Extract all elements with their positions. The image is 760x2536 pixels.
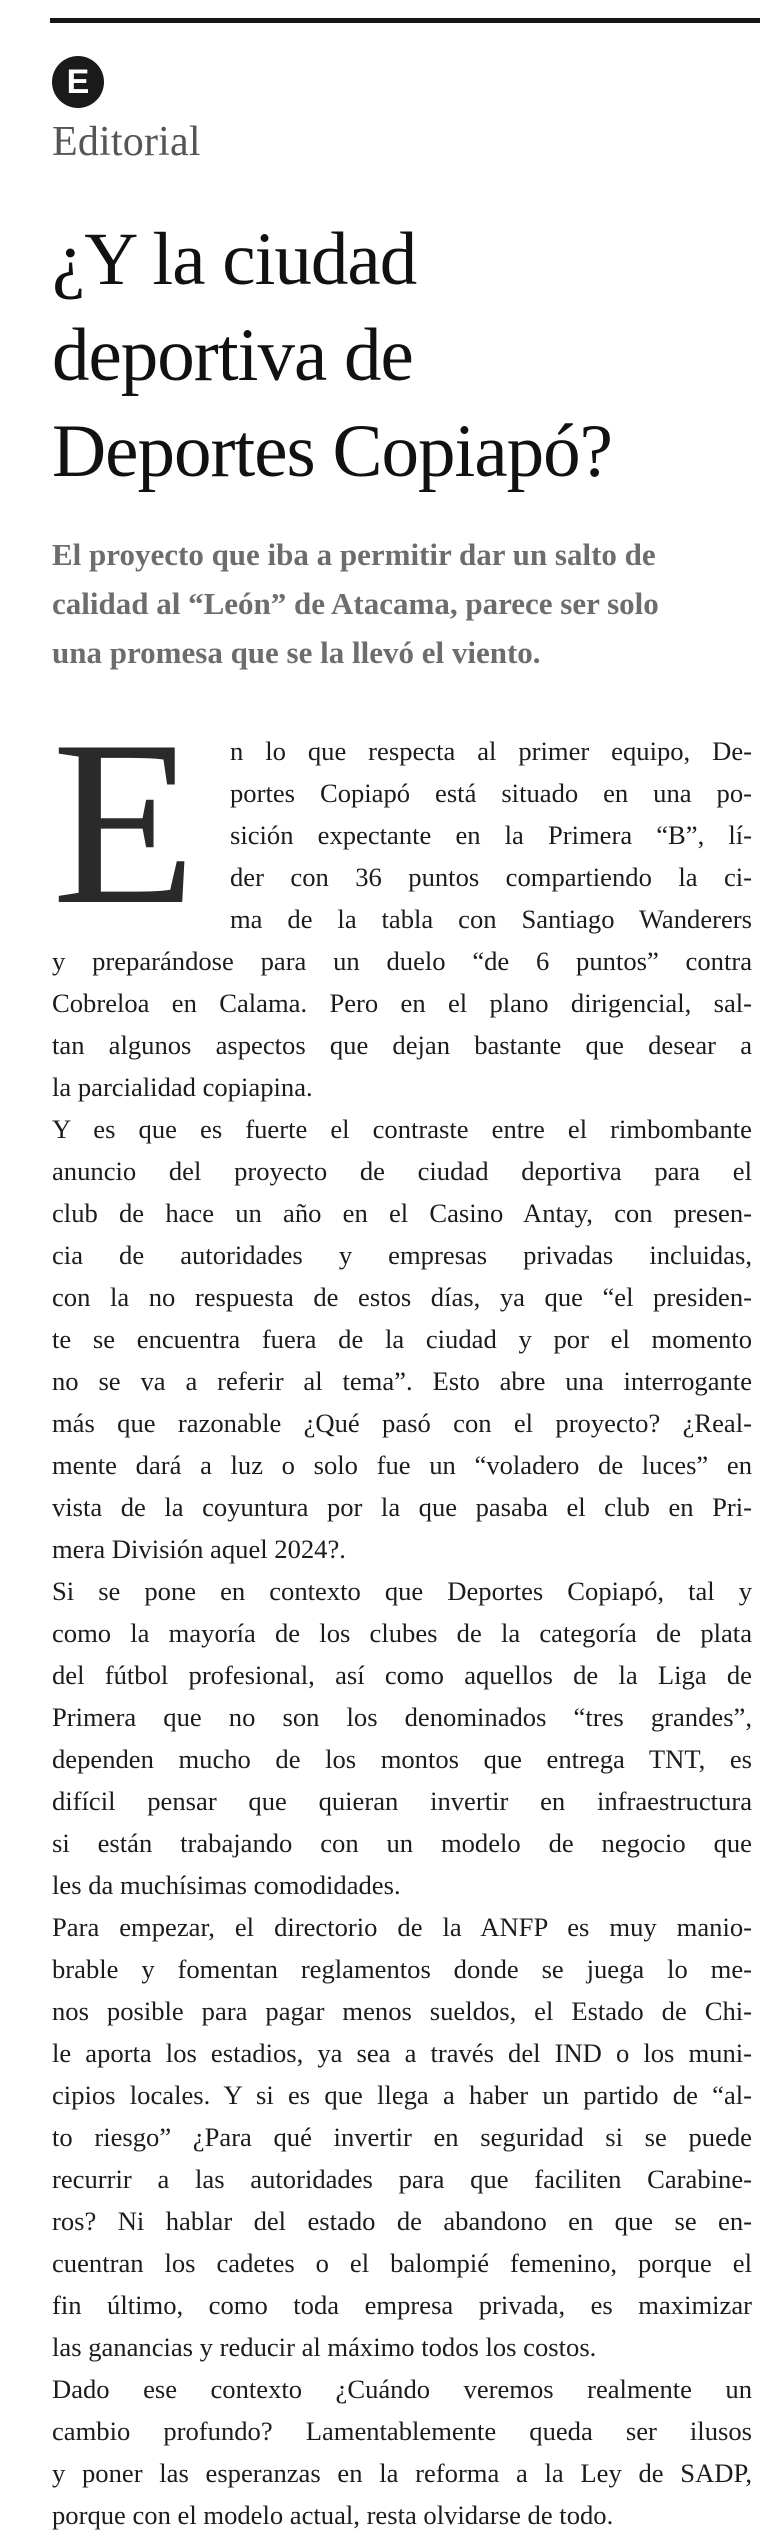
body-line: Primera que no son los denominados “tres grandes”,	[52, 1702, 752, 1732]
body-line: del fútbol profesional, así como aquellos de la Liga de	[52, 1660, 752, 1690]
body-line: Si se pone en contexto que Deportes Copiapó, tal y	[52, 1576, 752, 1606]
top-rule	[50, 18, 760, 23]
body-line: brable y fomentan reglamentos donde se juega lo me-	[52, 1954, 752, 1984]
body-line: n lo que respecta al primer equipo, De-	[230, 736, 752, 766]
body-line: como la mayoría de los clubes de la categoría de plata	[52, 1618, 752, 1648]
body-line: vista de la coyuntura por la que pasaba el club en Pri-	[52, 1492, 752, 1522]
body-line: más que razonable ¿Qué pasó con el proyecto? ¿Real-	[52, 1408, 752, 1438]
body-line: sición expectante en la Primera “B”, lí-	[230, 820, 752, 850]
lede-line: El proyecto que iba a permitir dar un salto de	[52, 537, 656, 572]
headline-line: Deportes Copiapó?	[52, 410, 612, 493]
headline-line: ¿Y la ciudad	[52, 218, 417, 301]
headline-line: deportiva de	[52, 314, 413, 397]
body-line: la parcialidad copiapina.	[52, 1072, 313, 1102]
headline	[52, 212, 752, 500]
body-line: le aporta los estadios, ya sea a través del IND o los muni-	[52, 2038, 752, 2068]
body-line: cuentran los cadetes o el balompié femenino, porque el	[52, 2248, 752, 2278]
body-line: recurrir a las autoridades para que faciliten Carabine-	[52, 2164, 752, 2194]
body-line: cipios locales. Y si es que llega a haber un partido de “al-	[52, 2080, 752, 2110]
body-line: mera División aquel 2024?.	[52, 1534, 346, 1564]
body-line: cambio profundo? Lamentablemente queda ser ilusos	[52, 2416, 752, 2446]
body-line: con la no respuesta de estos días, ya que “el presiden-	[52, 1282, 752, 1312]
body-line: les da muchísimas comodidades.	[52, 1870, 401, 1900]
body-line: te se encuentra fuera de la ciudad y por el momento	[52, 1324, 752, 1354]
lede-line: calidad al “León” de Atacama, parece ser solo	[52, 586, 659, 621]
body-line: nos posible para pagar menos sueldos, el Estado de Chi-	[52, 1996, 752, 2026]
body-line: Y es que es fuerte el contraste entre el rimbombante	[52, 1114, 752, 1144]
body-line: to riesgo” ¿Para qué invertir en seguridad si se puede	[52, 2122, 752, 2152]
body-line: no se va a referir al tema”. Esto abre una interrogante	[52, 1366, 752, 1396]
article-body	[52, 693, 752, 2536]
body-line: der con 36 puntos compartiendo la ci-	[230, 862, 752, 892]
body-line: mente dará a luz o solo fue un “voladero de luces” en	[52, 1450, 752, 1480]
lede-line: una promesa que se la llevó el viento.	[52, 635, 541, 670]
body-line: Cobreloa en Calama. Pero en el plano dirigencial, sal-	[52, 988, 752, 1018]
body-line: Para empezar, el directorio de la ANFP es muy manio-	[52, 1912, 752, 1942]
body-line: ma de la tabla con Santiago Wanderers	[230, 904, 752, 934]
body-line: y poner las esperanzas en la reforma a la Ley de SADP,	[52, 2458, 752, 2488]
body-line: dependen mucho de los montos que entrega TNT, es	[52, 1744, 752, 1774]
lede	[52, 530, 752, 677]
drop-cap: E	[52, 693, 197, 954]
body-line: si están trabajando con un modelo de negocio que	[52, 1828, 752, 1858]
body-line: Dado ese contexto ¿Cuándo veremos realmente un	[52, 2374, 752, 2404]
body-line: club de hace un año en el Casino Antay, con presen-	[52, 1198, 752, 1228]
body-line: anuncio del proyecto de ciudad deportiva para el	[52, 1156, 752, 1186]
body-line: difícil pensar que quieran invertir en infraestructura	[52, 1786, 752, 1816]
body-line: las ganancias y reducir al máximo todos los costos.	[52, 2332, 597, 2362]
body-line: porque con el modelo actual, resta olvidarse de todo.	[52, 2500, 614, 2530]
body-line: fin último, como toda empresa privada, es maximizar	[52, 2290, 752, 2320]
section-label: Editorial	[52, 119, 201, 165]
body-line: y preparándose para un duelo “de 6 puntos” contra	[52, 946, 752, 976]
body-line: portes Copiapó está situado en una po-	[230, 778, 752, 808]
body-line: ros? Ni hablar del estado de abandono en que se en-	[52, 2206, 752, 2236]
section-badge: E	[52, 56, 104, 108]
body-line: cia de autoridades y empresas privadas incluidas,	[52, 1240, 752, 1270]
body-line: tan algunos aspectos que dejan bastante que desear a	[52, 1030, 752, 1060]
